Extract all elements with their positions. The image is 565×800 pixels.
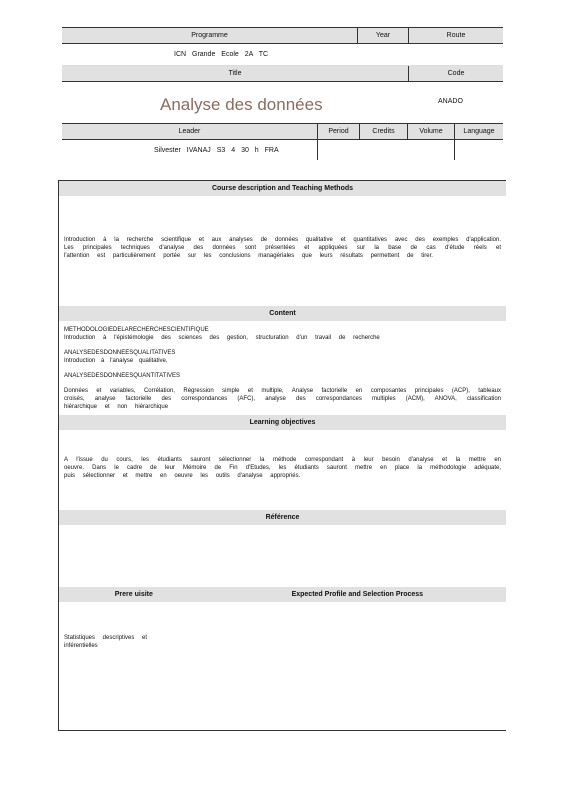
volume-label: Volume xyxy=(408,124,455,139)
course-description-heading: Course description and Teaching Methods xyxy=(59,181,506,196)
content-line-5: ANALYSEDESDONNEESQUANTITATIVES xyxy=(64,373,181,379)
header-row-title-value xyxy=(62,82,503,124)
header-row-leader xyxy=(62,124,503,140)
route-label: Route xyxy=(446,32,466,39)
code-label: Code xyxy=(447,70,465,77)
learning-objectives-text: A l'issue du cours, les étudiants sauront sélectionner la méthode correspondant à leur besoin d'analyse et la mettre en oeuvre. Dans le cadre de leur Mémoire de Fin d'Etudes, les étudiants sauront mettre en place la méthodologie adéquate, puis sélectionner et mettre en oeuvre les outils d'analyse appropriés. xyxy=(64,457,501,479)
content-line-2: Introduction à l'épistémologie des sciences des gestion, structuration d'un travail de recherche xyxy=(64,335,380,341)
prerequisite-heading: Prere uisite xyxy=(114,591,153,598)
content-line-3: ANALYSEDESDONNEESQUALITATIVES xyxy=(64,350,176,356)
prerequisite-text: Statistiques descriptives et inférentielles xyxy=(64,635,148,649)
header-row-programme xyxy=(62,28,503,44)
course-header-table xyxy=(62,27,503,160)
language-label: Language xyxy=(463,128,495,135)
course-body xyxy=(58,180,506,731)
content-line-1: METHODOLOGIEDELARECHERCHESCIENTIFIQUE xyxy=(64,327,209,333)
programme-label: Programme xyxy=(62,28,358,43)
leader-value: Silvester IVANAJ S3 4 30 h FRA xyxy=(62,140,318,160)
content-line-4: Introduction à l'analyse qualitative, xyxy=(64,358,168,364)
period-label: Period xyxy=(318,124,360,139)
course-code: ANADO xyxy=(438,98,463,105)
programme-value: ICN Grande Ecole 2A TC xyxy=(174,51,269,58)
prerequisite-profile-heading xyxy=(59,587,506,602)
expected-profile-heading: Expected Profile and Selection Process xyxy=(291,591,424,598)
leader-label: Leader xyxy=(62,124,318,139)
course-description-text: Introduction à la recherche scientifique et aux analyses de données qualitative et quantitatives avec des exemples d'application. Les principales techniques d'analyse des données sont présentées et appliquées sur la base de cas d'étude réels et l'attention est particulièrement portée sur les conclusions managériales que leurs résultats permettent de tirer. xyxy=(64,237,501,259)
reference-heading: Référence xyxy=(59,510,506,525)
header-row-leader-value xyxy=(62,140,503,160)
year-label: Year xyxy=(358,28,409,43)
header-row-title xyxy=(62,65,503,82)
learning-objectives-heading: Learning objectives xyxy=(59,415,506,430)
content-heading: Content xyxy=(59,306,506,321)
leader-value-spacer xyxy=(318,140,455,160)
content-line-6: Données et variables, Corrélation, Régression simple et multiple, Analyse factorielle en composantes principales (ACP), tableaux croisés, analyse factorielle des correspondances (AFC), analyse des correspondances multiples (ACM), ANOVA, classification hiérarchique et non hiérarchique xyxy=(64,388,501,410)
title-label: Title xyxy=(62,66,409,81)
course-title: Analyse des données xyxy=(160,95,323,114)
credits-label: Credits xyxy=(360,124,408,139)
